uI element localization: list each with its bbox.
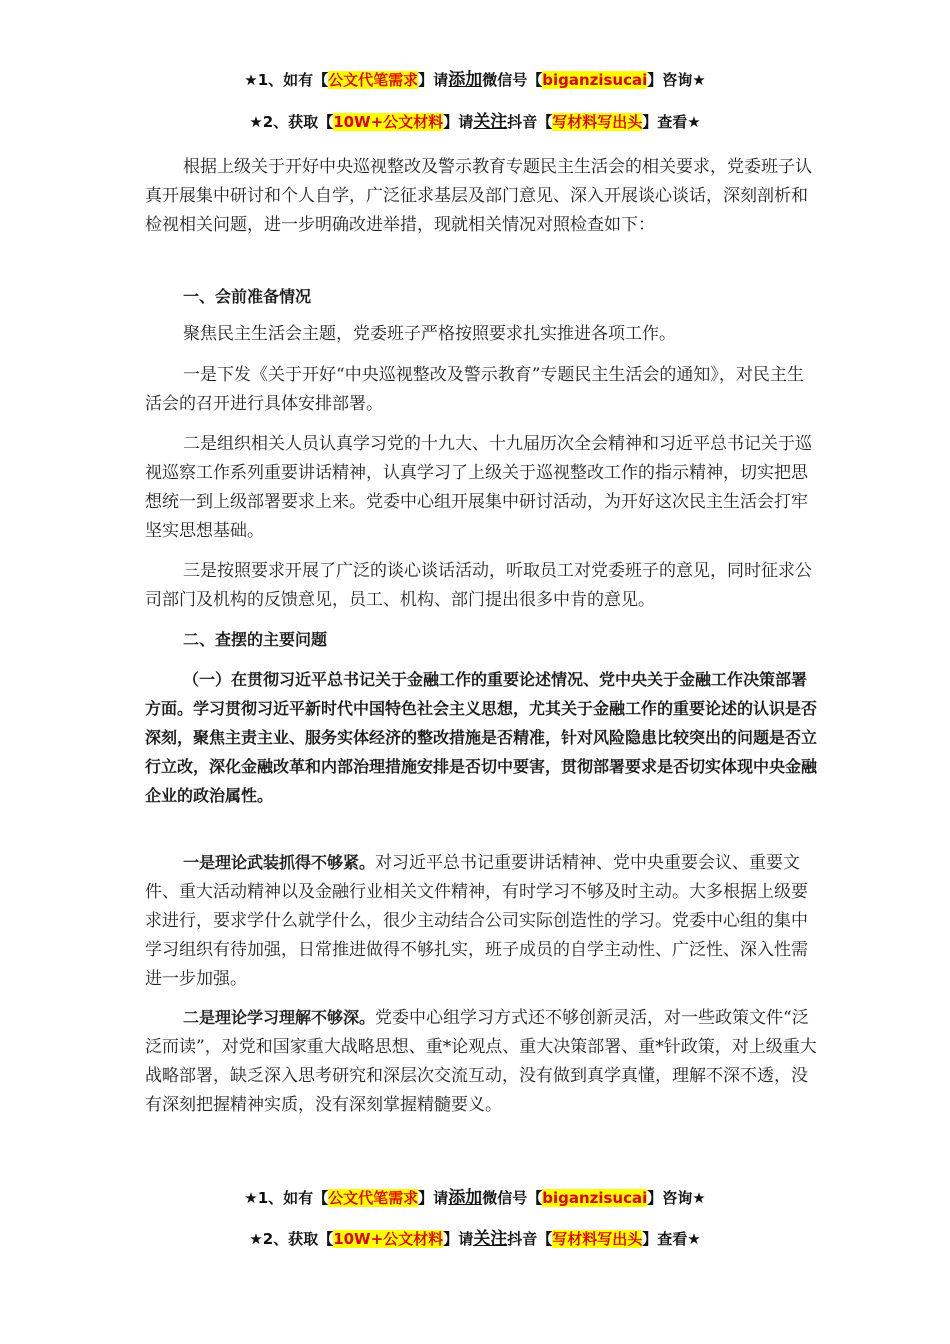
banner-text: 】请	[418, 1189, 449, 1207]
banner-text: 】请	[443, 1230, 474, 1248]
banner-text: 】查看★	[642, 113, 701, 131]
paragraph: 三是按照要求开展了广泛的谈心谈话活动，听取员工对党委班子的意见，同时征求公司部门及机构的反馈意见，员工、机构、部门提出很多中肯的意见。	[145, 561, 812, 610]
underlined-text: 添加	[448, 70, 483, 90]
highlighted-wechat-id: biganzisucai	[542, 71, 648, 89]
highlighted-douyin-id: 写材料写出头	[552, 1230, 643, 1248]
promo-banner-line-2	[0, 110, 950, 134]
paragraph	[145, 1003, 817, 1120]
promo-banner-line-1-footer	[0, 1186, 950, 1210]
intro-paragraph: 根据上级关于开好中央巡视整改及警示教育专题民主生活会的相关要求，党委班子认真开展集中研讨和个人自学，广泛征求基层及部门意见、深入开展谈心谈话，深刻剖析和检视相关问题，进一步明确改进举措，现就相关情况对照检查如下：	[145, 157, 812, 235]
banner-text: 】查看★	[642, 1230, 701, 1248]
section-heading-2: 二、查摆的主要问题	[183, 630, 328, 649]
banner-text: ★2、获取【	[249, 113, 334, 131]
banner-text: 抖音【	[507, 1230, 553, 1248]
highlighted-text: 公文代笔需求	[328, 1189, 419, 1207]
paragraph: 一是下发《关于开好“中央巡视整改及警示教育”专题民主生活会的通知》，对民主生活会的召开进行具体安排部署。	[145, 365, 804, 414]
banner-text: 】咨询★	[647, 71, 706, 89]
paragraph-text: 对习近平总书记重要讲话精神、党中央重要会议、重要文件、重大活动精神以及金融行业相关文件精神，有时学习不够及时主动。大多根据上级要求进行，要求学什么就学什么，很少主动结合公司实际创造性的学习。党委中心组的集中学习组织有待加强，日常推进做得不够扎实，班子成员的自学主动性、广泛性、深入性需进一步加强。	[145, 853, 808, 989]
promo-banner-line-2-footer	[0, 1227, 950, 1251]
paragraph	[145, 848, 817, 994]
banner-text: ★1、如有【	[244, 71, 329, 89]
underlined-text: 关注	[473, 1229, 508, 1249]
highlighted-text: 10W+公文材料	[333, 1230, 444, 1248]
promo-banner-line-1	[0, 68, 950, 92]
paragraph-lead: 一是理论武装抓得不够紧。	[183, 853, 376, 872]
paragraph: 聚焦民主生活会主题，党委班子严格按照要求扎实推进各项工作。	[183, 324, 676, 344]
highlighted-wechat-id: biganzisucai	[542, 1189, 648, 1207]
highlighted-text: 10W+公文材料	[333, 113, 444, 131]
highlighted-douyin-id: 写材料写出头	[552, 113, 643, 131]
paragraph-lead: 二是理论学习理解不够深。	[183, 1008, 376, 1027]
banner-text: 】请	[418, 71, 449, 89]
banner-text: ★2、获取【	[249, 1230, 334, 1248]
section-heading-1: 一、会前准备情况	[183, 287, 312, 306]
banner-text: ★1、如有【	[244, 1189, 329, 1207]
banner-text: 】咨询★	[647, 1189, 706, 1207]
underlined-text: 关注	[473, 112, 508, 132]
bold-paragraph: （一）在贯彻习近平总书记关于金融工作的重要论述情况、党中央关于金融工作决策部署方面。学习贯彻习近平新时代中国特色社会主义思想，尤其关于金融工作的重要论述的认识是否深刻，聚焦主责主业、服务实体经济的整改措施是否精准，针对风险隐患比较突出的问题是否立行立改，深化金融改革和内部治理措施安排是否切中要害，贯彻部署要求是否切实体现中央金融企业的政治属性。	[145, 670, 818, 805]
banner-text: 】请	[443, 113, 474, 131]
banner-text: 微信号【	[482, 71, 543, 89]
underlined-text: 添加	[448, 1188, 483, 1208]
banner-text: 抖音【	[507, 113, 553, 131]
paragraph-text: 党委中心组学习方式还不够创新灵活，对一些政策文件“泛泛而读”，对党和国家重大战略思想、重*论观点、重大决策部署、重*针政策，对上级重大战略部署，缺乏深入思考研究和深层次交流互动，没有做到真学真懂，理解不深不透，没有深刻把握精神实质，没有深刻掌握精髓要义。	[145, 1008, 817, 1115]
banner-text: 微信号【	[482, 1189, 543, 1207]
paragraph: 二是组织相关人员认真学习党的十九大、十九届历次全会精神和习近平总书记关于巡视巡察工作系列重要讲话精神，认真学习了上级关于巡视整改工作的指示精神，切实把思想统一到上级部署要求上来。党委中心组开展集中研讨活动，为开好这次民主生活会打牢坚实思想基础。	[145, 434, 812, 541]
highlighted-text: 公文代笔需求	[328, 71, 419, 89]
